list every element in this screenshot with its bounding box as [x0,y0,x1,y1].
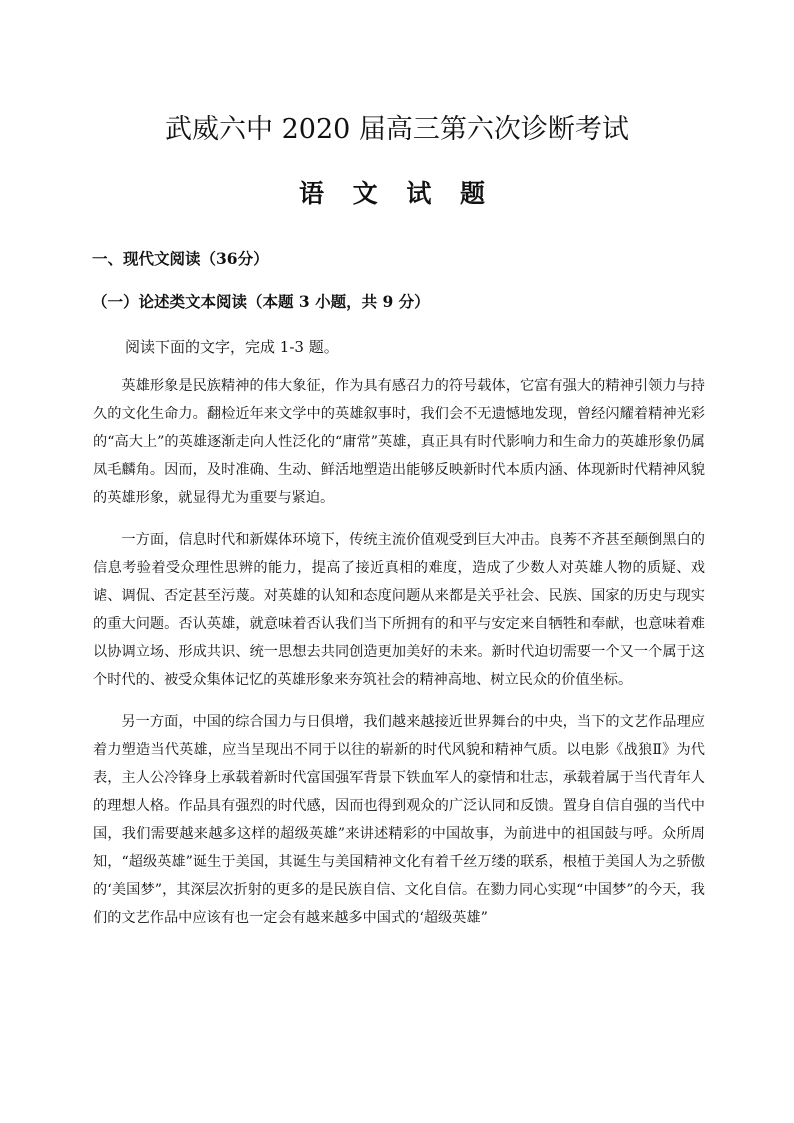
passage-paragraph-2: 一方面，信息时代和新媒体环境下，传统主流价值观受到巨大冲击。良莠不齐甚至颠倒黑白的信息考验着受众理性思辨的能力，提高了接近真相的难度，造成了少数人对英雄人物的质疑、戏谑、调侃、否定甚至污蔑。对英雄的认知和态度问题从来都是关乎社会、民族、国家的历史与现实的重大问题。否认英雄，就意味着否认我们当下所拥有的和平与安定来自牺牲和奉献，也意味着难以协调立场、形成共识、统一思想去共同创造更加美好的未来。新时代迫切需要一个又一个属于这个时代的、被受众集体记忆的英雄形象来夯筑社会的精神高地、树立民众的价值坐标。 [93,532,705,688]
subsection-heading: （一）论述类文本阅读（本题 3 小题，共 9 分） [92,292,430,311]
passage-paragraph-3: 另一方面，中国的综合国力与日俱增，我们越来越接近世界舞台的中央，当下的文艺作品理应着力塑造当代英雄，应当呈现出不同于以往的崭新的时代风貌和精神气质。以电影《战狼Ⅱ》为代表，主人公冷锋身上承载着新时代富国强军背景下铁血军人的豪情和壮志，承载着属于当代青年人的理想人格。作品具有强烈的时代感，因而也得到观众的广泛认同和反馈。置身自信自强的当代中国，我们需要越来越多这样的超级英雄”来讲述精彩的中国故事，为前进中的祖国鼓与呼。众所周知，“超级英雄”诞生于美国，其诞生与美国精神文化有着千丝万缕的联系，根植于美国人为之骄傲的‘美国梦”，其深层次折射的更多的是民族自信、文化自信。在勠力同心实现“中国梦”的今天，我们的文艺作品中应该有也一定会有越来越多中国式的‘超级英雄” [93,714,705,926]
exam-title: 武威六中 2020 届高三第六次诊断考试 [165,114,629,145]
section-heading: 一、现代文阅读（36分） [92,249,269,268]
passage-paragraph-1: 英雄形象是民族精神的伟大象征，作为具有感召力的符号载体，它富有强大的精神引领力与持久的文化生命力。翻检近年来文学中的英雄叙事时，我们会不无遗憾地发现，曾经闪耀着精神光彩的“高大上”的英雄逐渐走向人性泛化的“庸常”英雄，真正具有时代影响力和生命力的英雄形象仍属凤毛麟角。因而，及时准确、生动、鲜活地塑造出能够反映新时代本质内涵、体现新时代精神风貌的英雄形象，就显得尤为重要与紧迫。 [93,378,705,506]
reading-instruction: 阅读下面的文字，完成 1-3 题。 [125,338,339,356]
passage-body [93,372,705,932]
exam-subtitle: 语 文 试 题 [298,179,496,208]
